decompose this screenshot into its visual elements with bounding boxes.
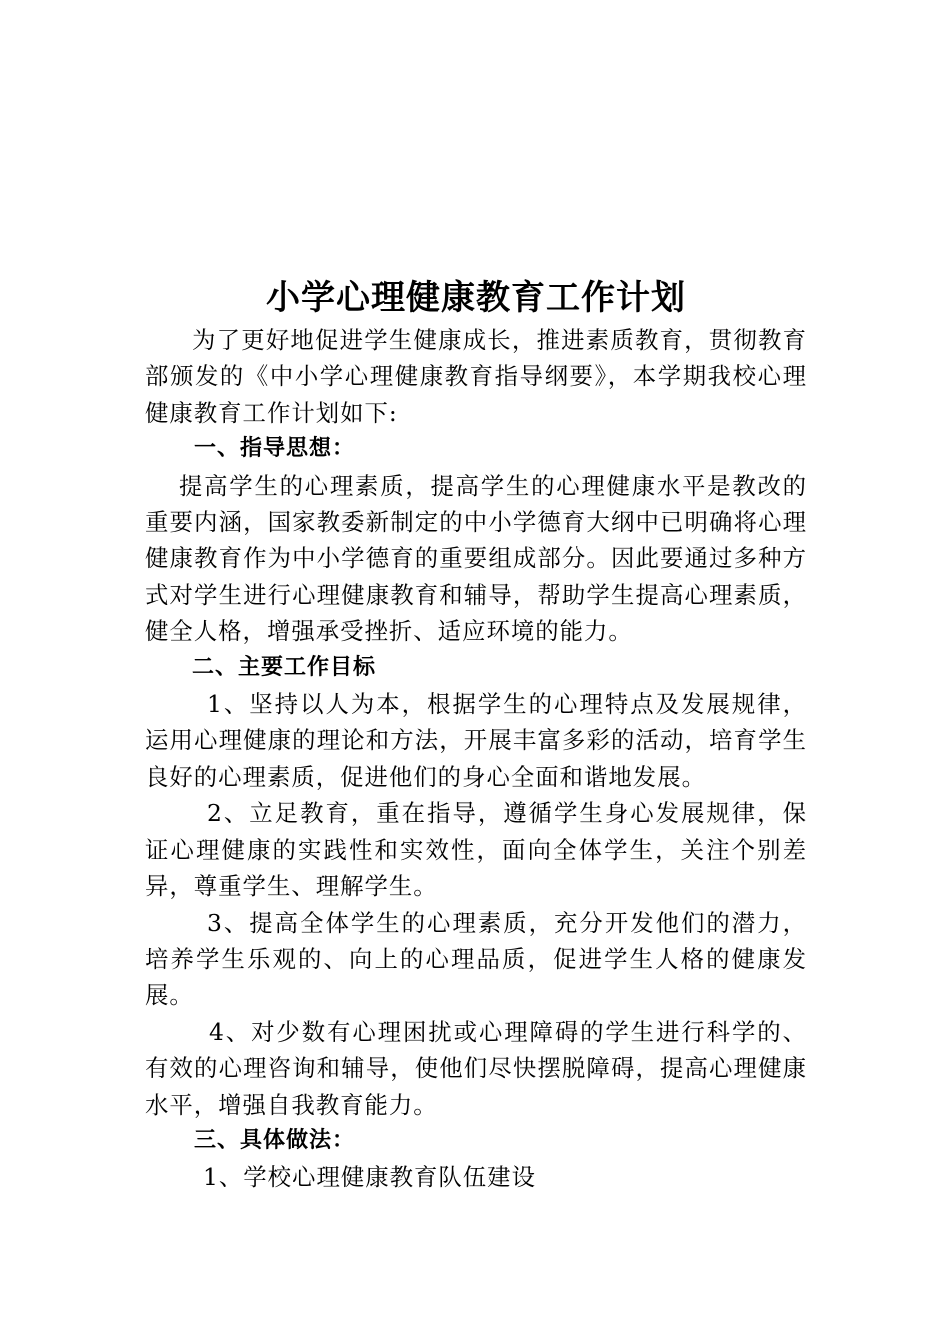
- goal-item-1: 1、坚持以人为本，根据学生的心理特点及发展规律，运用心理健康的理论和方法，开展丰富多彩的活动，培育学生良好的心理素质，促进他们的身心全面和谐地发展。: [145, 690, 807, 791]
- document-body: [145, 274, 807, 1196]
- document-title: 小学心理健康教育工作计划: [266, 278, 686, 318]
- method-item-1: 1、学校心理健康教育队伍建设: [203, 1163, 536, 1192]
- goal-item-2: 2、立足教育，重在指导，遵循学生身心发展规律，保证心理健康的实践性和实效性，面向全体学生，关注个别差异，尊重学生、理解学生。: [145, 799, 807, 901]
- section-heading-methods: 三、具体做法：: [194, 1127, 356, 1153]
- section-heading-main-goals: 二、主要工作目标: [192, 654, 377, 680]
- intro-paragraph: 为了更好地促进学生健康成长，推进素质教育，贯彻教育部颁发的《中小学心理健康教育指导纲要》，本学期我校心理健康教育工作计划如下:: [145, 326, 807, 427]
- goal-item-3: 3、提高全体学生的心理素质，充分开发他们的潜力，培养学生乐观的、向上的心理品质，促进学生人格的健康发展。: [145, 908, 807, 1010]
- guiding-ideology-paragraph: 提高学生的心理素质，提高学生的心理健康水平是教改的重要内涵，国家教委新制定的中小学德育大纲中已明确将心理健康教育作为中小学德育的重要组成部分。因此要通过多种方式对学生进行心理健康教育和辅导，帮助学生提高心理素质，健全人格，增强承受挫折、适应环境的能力。: [145, 471, 807, 646]
- goal-item-4: 4、对少数有心理困扰或心理障碍的学生进行科学的、有效的心理咨询和辅导，使他们尽快摆脱障碍，提高心理健康水平，增强自我教育能力。: [145, 1017, 807, 1119]
- section-heading-guiding-ideology: 一、指导思想：: [194, 436, 356, 462]
